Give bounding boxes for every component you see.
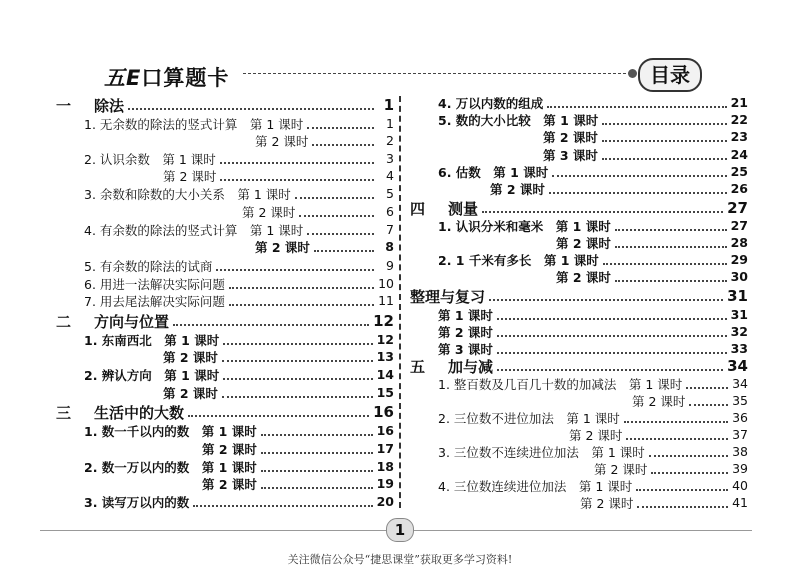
brand-title — [104, 62, 229, 92]
toc-entry[interactable]: 2. 数一万以内的数 第 1 课时 18 — [84, 459, 394, 475]
header-dot-icon — [628, 69, 637, 78]
unit-row[interactable]: 二 方向与位置 12 — [56, 312, 394, 331]
toc-entry[interactable]: 第 2 课时 39 — [594, 461, 748, 477]
toc-entry[interactable]: 1. 数一千以内的数 第 1 课时 16 — [84, 423, 394, 439]
toc-entry[interactable]: 1. 无余数的除法的竖式计算 第 1 课时 1 — [84, 116, 394, 132]
toc-entry[interactable]: 第 3 课时 33 — [438, 341, 748, 357]
toc-entry[interactable]: 第 2 课时 17 — [202, 441, 394, 457]
column-divider — [399, 96, 401, 508]
toc-entry[interactable]: 第 3 课时 24 — [543, 147, 748, 163]
header-rule — [243, 73, 631, 74]
unit-row[interactable]: 整理与复习 31 — [410, 287, 748, 306]
toc-entry[interactable]: 6. 用进一法解决实际问题 10 — [84, 276, 394, 292]
toc-entry[interactable]: 第 2 课时 41 — [580, 495, 748, 511]
toc-entry[interactable]: 1. 整百数及几百几十数的加减法 第 1 课时 34 — [438, 376, 748, 392]
toc-entry[interactable]: 2. 三位数不进位加法 第 1 课时 36 — [438, 410, 748, 426]
unit-row[interactable]: 一 除法 1 — [56, 96, 394, 115]
toc-entry[interactable]: 1. 东南西北 第 1 课时 12 — [84, 332, 394, 348]
brand-name: 口算题卡 — [141, 66, 230, 90]
toc-entry[interactable]: 第 2 课时 13 — [163, 349, 394, 365]
unit-row[interactable]: 四 测量 27 — [410, 199, 748, 218]
toc-entry[interactable]: 3. 三位数不连续进位加法 第 1 课时 38 — [438, 444, 748, 460]
toc-entry[interactable]: 第 2 课时 26 — [490, 181, 748, 197]
toc-entry[interactable]: 第 2 课时 4 — [163, 168, 394, 184]
toc-entry[interactable]: 第 2 课时 6 — [242, 204, 394, 220]
footer-note: 关注微信公众号“捷思课堂”获取更多学习资料! — [287, 553, 513, 566]
toc-entry[interactable]: 4. 万以内数的组成 21 — [438, 95, 748, 111]
toc-entry[interactable]: 2. 1 千米有多长 第 1 课时 29 — [438, 252, 748, 268]
toc-entry[interactable]: 第 2 课时 2 — [255, 133, 394, 149]
toc-entry[interactable]: 1. 认识分米和毫米 第 1 课时 27 — [438, 218, 748, 234]
toc-entry[interactable]: 第 2 课时 19 — [202, 476, 394, 492]
toc-entry[interactable]: 第 2 课时 8 — [255, 239, 394, 255]
toc-entry[interactable]: 第 2 课时 15 — [163, 385, 394, 401]
toc-entry[interactable]: 5. 有余数的除法的试商 9 — [84, 258, 394, 274]
unit-row[interactable]: 三 生活中的大数 16 — [56, 403, 394, 422]
toc-entry[interactable]: 4. 三位数连续进位加法 第 1 课时 40 — [438, 478, 748, 494]
toc-entry[interactable]: 第 2 课时 35 — [632, 393, 748, 409]
toc-entry[interactable]: 5. 数的大小比较 第 1 课时 22 — [438, 112, 748, 128]
toc-entry[interactable]: 2. 认识余数 第 1 课时 3 — [84, 151, 394, 167]
toc-entry[interactable]: 2. 辨认方向 第 1 课时 14 — [84, 367, 394, 383]
toc-entry[interactable]: 3. 读写万以内的数 20 — [84, 494, 394, 510]
toc-title: 目录 — [638, 58, 702, 92]
toc-entry[interactable]: 第 2 课时 28 — [556, 235, 748, 251]
toc-entry[interactable]: 第 2 课时 30 — [556, 269, 748, 285]
toc-entry[interactable]: 第 2 课时 32 — [438, 324, 748, 340]
page-number: 1 — [386, 518, 414, 542]
toc-entry[interactable]: 6. 估数 第 1 课时 25 — [438, 164, 748, 180]
toc-entry[interactable]: 3. 余数和除数的大小关系 第 1 课时 5 — [84, 186, 394, 202]
toc-entry[interactable]: 4. 有余数的除法的竖式计算 第 1 课时 7 — [84, 222, 394, 238]
toc-entry[interactable]: 第 2 课时 23 — [543, 129, 748, 145]
toc-entry[interactable]: 第 2 课时 37 — [569, 427, 748, 443]
toc-entry[interactable]: 7. 用去尾法解决实际问题 11 — [84, 293, 394, 309]
toc-entry[interactable]: 第 1 课时 31 — [438, 307, 748, 323]
brand-logo: 五E — [104, 66, 142, 90]
unit-row[interactable]: 五 加与减 34 — [410, 357, 748, 376]
